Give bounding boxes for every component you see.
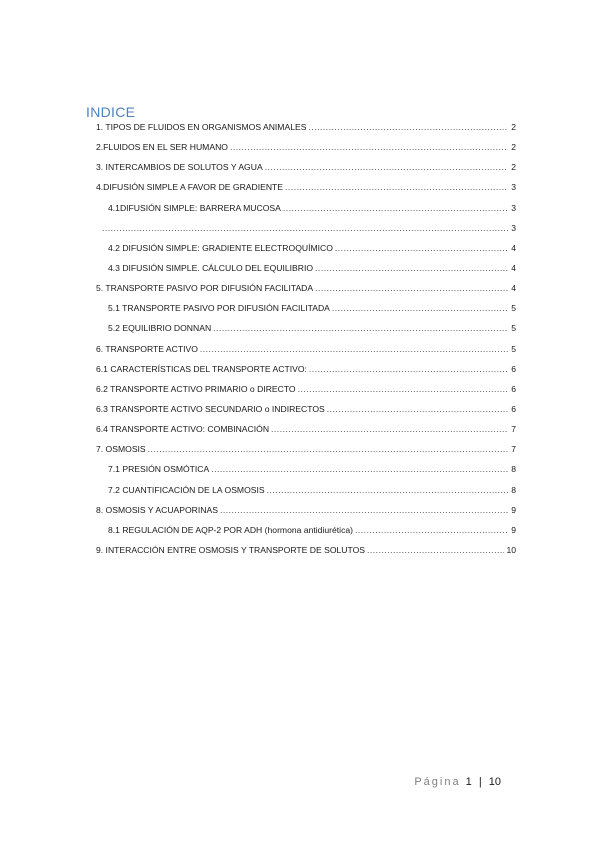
toc-entry-page: 8 (511, 464, 516, 475)
toc-entry[interactable] (96, 525, 516, 545)
toc-entry-label: 5.2 EQUILIBRIO DONNAN (108, 323, 212, 334)
toc-entry-page: 2 (511, 122, 516, 132)
toc-dot-leader (265, 162, 508, 172)
toc-entry[interactable] (96, 344, 516, 364)
toc-dot-leader (355, 525, 508, 535)
toc-entry-label: 6.1 CARACTERÍSTICAS DEL TRANSPORTE ACTIVO: (96, 363, 307, 374)
toc-entry[interactable] (96, 384, 516, 404)
toc-dot-leader (327, 404, 508, 414)
toc-entry[interactable] (96, 263, 516, 283)
toc-entry-label: 4.2 DIFUSIÓN SIMPLE: GRADIENTE ELECTROQUÍMICO (108, 242, 333, 253)
toc-entry-label: 7.1 PRESIÓN OSMÓTICA (108, 464, 210, 475)
toc-entry[interactable] (96, 404, 516, 424)
toc-entry-page: 2 (511, 142, 516, 153)
toc-dot-leader (285, 182, 508, 192)
toc-entry-page: 7 (511, 424, 516, 435)
toc-entry-label: 4.DIFUSIÓN SIMPLE A FAVOR DE GRADIENTE (96, 182, 284, 193)
toc-entry-label: 5. TRANSPORTE PASIVO POR DIFUSIÓN FACILITADA (96, 283, 314, 294)
toc-entry-label: 6.3 TRANSPORTE ACTIVO SECUNDARIO o INDIRECTOS (96, 403, 325, 414)
toc-dot-leader (230, 142, 508, 152)
toc-dot-leader (335, 243, 508, 253)
toc-entry-label: 9. INTERACCIÓN ENTRE OSMOSIS Y TRANSPORTE DE SOLUTOS (96, 544, 366, 555)
toc-entry[interactable] (96, 323, 516, 343)
toc-dot-leader (315, 263, 508, 273)
toc-dot-leader (200, 344, 508, 354)
toc-entry[interactable] (96, 545, 516, 565)
toc-entry-page: 8 (511, 484, 516, 495)
toc-title: INDICE (86, 104, 136, 120)
toc-dot-leader (271, 424, 508, 434)
footer-current-page: 1 (465, 776, 472, 788)
toc-entry-page: 4 (511, 283, 516, 294)
toc-entry-label: 8.1 REGULACIÓN DE AQP-2 POR ADH (hormona antidiurética) (108, 524, 354, 535)
toc-entry-page: 3 (511, 222, 516, 233)
toc-entry-label: 4.1DIFUSIÓN SIMPLE: BARRERA MUCOSA (108, 202, 281, 213)
toc-entry-page: 9 (511, 504, 516, 515)
toc-entry-label: 7. OSMOSIS (96, 444, 146, 455)
toc-entry-page: 6 (511, 383, 516, 394)
toc-entry[interactable] (96, 182, 516, 202)
toc-dot-leader (309, 364, 508, 374)
toc-entry[interactable] (96, 485, 516, 505)
toc-entry-label: 3. INTERCAMBIOS DE SOLUTOS Y AGUA (96, 162, 263, 173)
toc-entry-page: 5 (511, 303, 516, 314)
toc-entry[interactable] (96, 142, 516, 162)
toc-dot-leader (283, 203, 508, 213)
toc-entry-label: 2.FLUIDOS EN EL SER HUMANO (96, 142, 228, 153)
toc-dot-leader (308, 122, 508, 132)
toc-entry[interactable] (96, 364, 516, 384)
toc-entry-label: 6.4 TRANSPORTE ACTIVO: COMBINACIÓN (96, 424, 270, 435)
toc-entry-page: 3 (511, 202, 516, 213)
toc-entry-page: 4 (511, 262, 516, 273)
toc-entry-page: 5 (511, 323, 516, 334)
toc-entry[interactable] (96, 303, 516, 323)
toc-entry-page: 6 (511, 403, 516, 414)
table-of-contents (96, 122, 516, 565)
toc-entry-page: 10 (506, 544, 516, 555)
toc-entry[interactable] (96, 444, 516, 464)
toc-entry[interactable] (96, 162, 516, 182)
toc-dot-leader (213, 323, 508, 333)
toc-entry-page: 4 (511, 242, 516, 253)
toc-dot-leader (315, 283, 508, 293)
toc-entry-page: 2 (511, 162, 516, 173)
toc-entry[interactable] (96, 505, 516, 525)
toc-entry-label: 6. TRANSPORTE ACTIVO (96, 343, 198, 354)
page-footer (414, 776, 501, 788)
toc-entry[interactable] (96, 203, 516, 223)
toc-dot-leader (332, 303, 508, 313)
toc-entry-label: 6.2 TRANSPORTE ACTIVO PRIMARIO o DIRECTO (96, 383, 296, 394)
toc-entry-label: 1. TIPOS DE FLUIDOS EN ORGANISMOS ANIMALES (96, 122, 307, 132)
toc-entry-page: 9 (511, 524, 516, 535)
footer-separator: | (478, 776, 482, 788)
footer-total-pages: 10 (488, 776, 501, 788)
toc-entry[interactable] (96, 243, 516, 263)
toc-entry-page: 3 (511, 182, 516, 193)
toc-dot-leader (211, 464, 508, 474)
toc-dot-leader (298, 384, 508, 394)
toc-entry-label: 7.2 CUANTIFICACIÓN DE LA OSMOSIS (108, 484, 265, 495)
toc-entry-page: 6 (511, 363, 516, 374)
toc-dot-leader (148, 444, 508, 454)
toc-dot-leader (267, 485, 508, 495)
toc-dot-leader (220, 505, 508, 515)
toc-entry[interactable] (96, 283, 516, 303)
footer-page-word: Página (414, 776, 461, 788)
toc-dot-leader (367, 545, 504, 555)
toc-entry-label: 4.3 DIFUSIÓN SIMPLE. CÁLCULO DEL EQUILIBRIO (108, 262, 314, 273)
toc-entry[interactable] (96, 424, 516, 444)
toc-entry[interactable] (96, 122, 516, 142)
toc-entry[interactable] (96, 223, 516, 243)
toc-dot-leader (102, 223, 508, 233)
toc-entry-label: 8. OSMOSIS Y ACUAPORINAS (96, 504, 218, 515)
toc-entry-label: 5.1 TRANSPORTE PASIVO POR DIFUSIÓN FACILITADA (108, 303, 330, 314)
toc-entry-page: 7 (511, 444, 516, 455)
toc-entry[interactable] (96, 464, 516, 484)
toc-entry-page: 5 (511, 343, 516, 354)
